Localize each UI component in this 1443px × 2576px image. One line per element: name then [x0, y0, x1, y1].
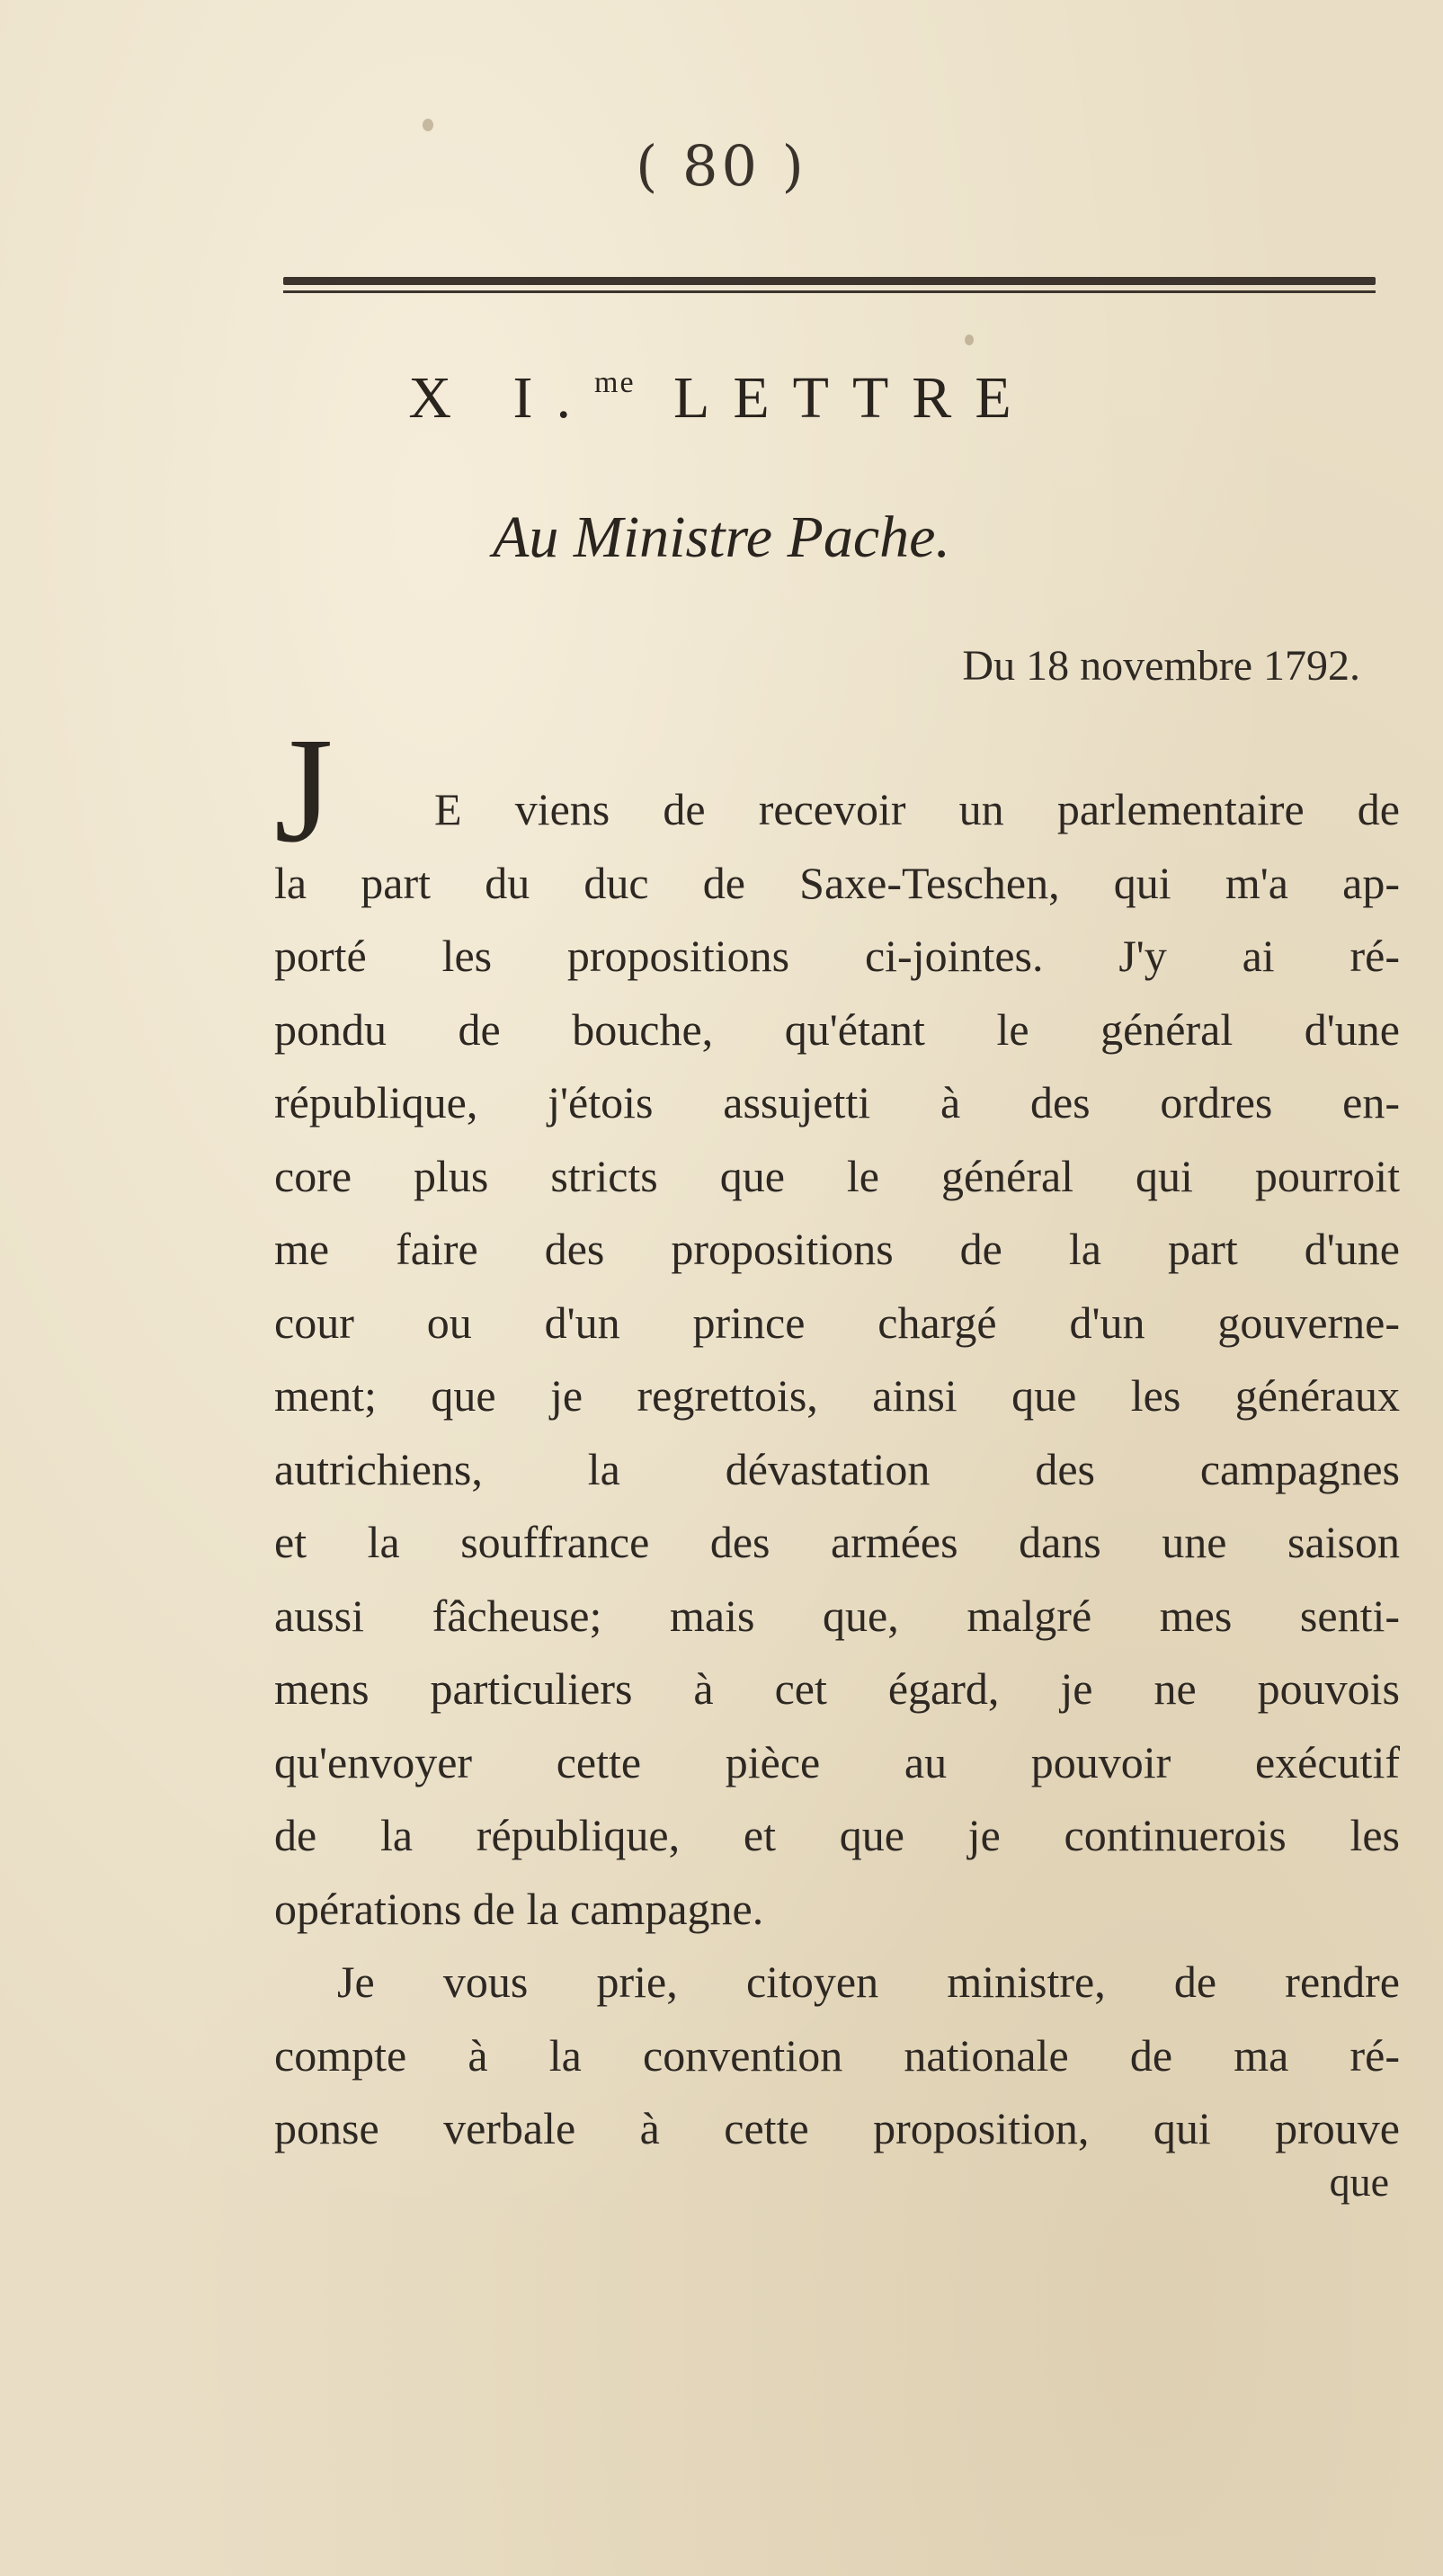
body-line: ponse verbale à cette proposition, qui prouve — [274, 2103, 1400, 2153]
ink-spot — [423, 119, 433, 131]
body-line: république, j'étois assujetti à des ordres en- — [274, 1077, 1400, 1128]
body-line: autrichiens, la dévastation des campagnes — [274, 1443, 1400, 1494]
body-line: pondu de bouche, qu'étant le général d'une — [274, 1003, 1400, 1055]
letter-heading — [0, 364, 1443, 432]
body-line: aussi fâcheuse; mais que, malgré mes senti- — [274, 1590, 1400, 1641]
body-line: E viens de recevoir un parlementaire de — [434, 784, 1400, 834]
header-rule — [283, 277, 1376, 293]
drop-cap: J — [274, 707, 334, 874]
body-line: core plus stricts que le général qui pourroit — [274, 1150, 1400, 1201]
heading-suffix: me — [594, 366, 636, 399]
body-line: opérations de la campagne. — [274, 1883, 764, 1934]
body-line: de la république, et que je continuerois les — [274, 1810, 1400, 1860]
body-line: Je vous prie, citoyen ministre, de rendre — [337, 1957, 1400, 2007]
body-line: la part du duc de Saxe-Teschen, qui m'a ap- — [274, 857, 1400, 908]
body-line: porté les propositions ci-jointes. J'y ai ré- — [274, 931, 1400, 981]
heading-word: LETTRE — [673, 365, 1035, 431]
catchword: que — [1329, 2159, 1389, 2205]
body-line: ment; que je regrettois, ainsi que les généraux — [274, 1370, 1400, 1421]
body-line: mens particuliers à cet égard, je ne pouvois — [274, 1663, 1400, 1714]
body-line: compte à la convention nationale de ma ré- — [274, 2029, 1400, 2081]
body-line: et la souffrance des armées dans une saison — [274, 1517, 1400, 1567]
letter-body — [274, 773, 1400, 2166]
ink-spot — [965, 334, 974, 345]
page-number: ( 80 ) — [636, 133, 807, 199]
body-line: me faire des propositions de la part d'une — [274, 1224, 1400, 1274]
body-line: qu'envoyer cette pièce au pouvoir exécutif — [274, 1736, 1400, 1787]
dateline: Du 18 novembre 1792. — [962, 642, 1360, 690]
recipient-line: Au Ministre Pache. — [493, 504, 950, 570]
body-line: cour ou d'un prince chargé d'un gouverne- — [274, 1297, 1400, 1348]
heading-numeral: X I. — [408, 365, 594, 431]
